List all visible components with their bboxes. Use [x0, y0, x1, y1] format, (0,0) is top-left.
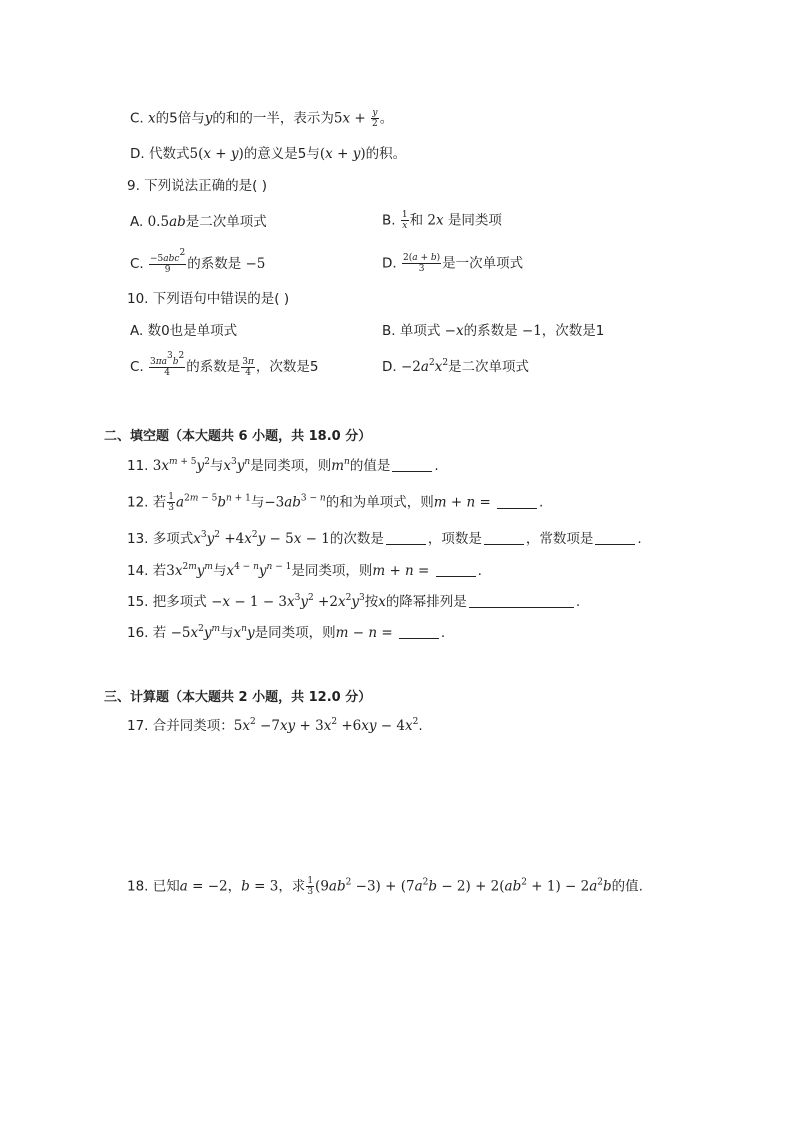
q15: 15. 把多项式 $-x - 1 - 3x^3y^2 +2x^2y^3$按x的降幂排列是 .	[127, 593, 581, 610]
q10-option-c: C. $\frac{3\pi a^3b^2}{4}$ 的系数是 $\frac{3\pi}{4}$ ，次数是5	[130, 351, 319, 378]
option-label: D.	[130, 146, 145, 162]
answer-blank[interactable]	[469, 593, 574, 608]
q9-option-c: C. $\frac{-5abc^2}{9}$ 的系数是 −5	[130, 248, 266, 275]
answer-blank[interactable]	[497, 494, 537, 509]
q9-option-d: D. $\frac{2(a + b)}{3}$ 是一次单项式	[382, 253, 524, 274]
q12: 12. 若 $\frac{1}{3}$ $a^{2m - 5}b^{n + 1}$与$-3ab^{3 - n}$的和为单项式，则m + n = .	[127, 492, 544, 513]
q16: 16. 若 $-5x^2y^m$与$x^ny$是同类项，则m − n = .	[127, 624, 446, 641]
answer-blank[interactable]	[399, 624, 439, 639]
q10-option-b: B. 单项式 −x的系数是 −1，次数是1	[382, 323, 605, 339]
q9-option-b: B. $\frac{1}{x}$ 和 2x 是同类项	[382, 210, 502, 231]
q10-option-a: A. 数0也是单项式	[130, 323, 238, 339]
answer-blank[interactable]	[484, 530, 524, 545]
section-fill-in-title: 二、填空题（本大题共 6 小题，共 18.0 分）	[104, 429, 372, 444]
answer-blank[interactable]	[386, 530, 426, 545]
q9-option-a: A. 0.5ab是二次单项式	[130, 214, 267, 230]
q18: 18. 已知a = −2，b = 3，求 $\frac{1}{3}$ $(9ab^2 -3) + (7a^2b - 2) + 2(ab^2 + 1) - 2a^2b$的值.	[127, 876, 643, 897]
q11: 11. $3x^{m + 5}y^2$与$x^3y^n$是同类项，则$m^n$的值是 .	[127, 457, 439, 474]
q13: 13. 多项式$x^3y^2 +4x^2y - 5x - 1$的次数是 ，项数是 ，常数项是 .	[127, 530, 642, 547]
q8-option-d: D. 代数式5(x + y)的意义是5与(x + y)的积。	[130, 146, 407, 162]
q17: 17. 合并同类项：$5x^2 -7xy + 3x^2 +6xy - 4x^2$.	[127, 717, 423, 734]
q14: 14. 若$3x^{2m}y^m$与$x^{4 - n}y^{n - 1}$是同类项，则m + n = .	[127, 562, 482, 579]
answer-blank[interactable]	[595, 530, 635, 545]
answer-blank[interactable]	[392, 457, 432, 472]
q8-option-c: C. x的5倍与y的和的一半，表示为5x + $\frac{y}{2}$ 。	[130, 108, 394, 129]
answer-blank[interactable]	[436, 562, 476, 577]
q10-stem: 10. 下列语句中错误的是( )	[127, 291, 290, 307]
option-label: C.	[130, 110, 144, 127]
section-calculation-title: 三、计算题（本大题共 2 小题，共 12.0 分）	[104, 690, 372, 705]
q9-stem: 9. 下列说法正确的是( )	[127, 178, 267, 194]
q10-option-d: D. $-2a^2x^2$是二次单项式	[382, 358, 530, 375]
